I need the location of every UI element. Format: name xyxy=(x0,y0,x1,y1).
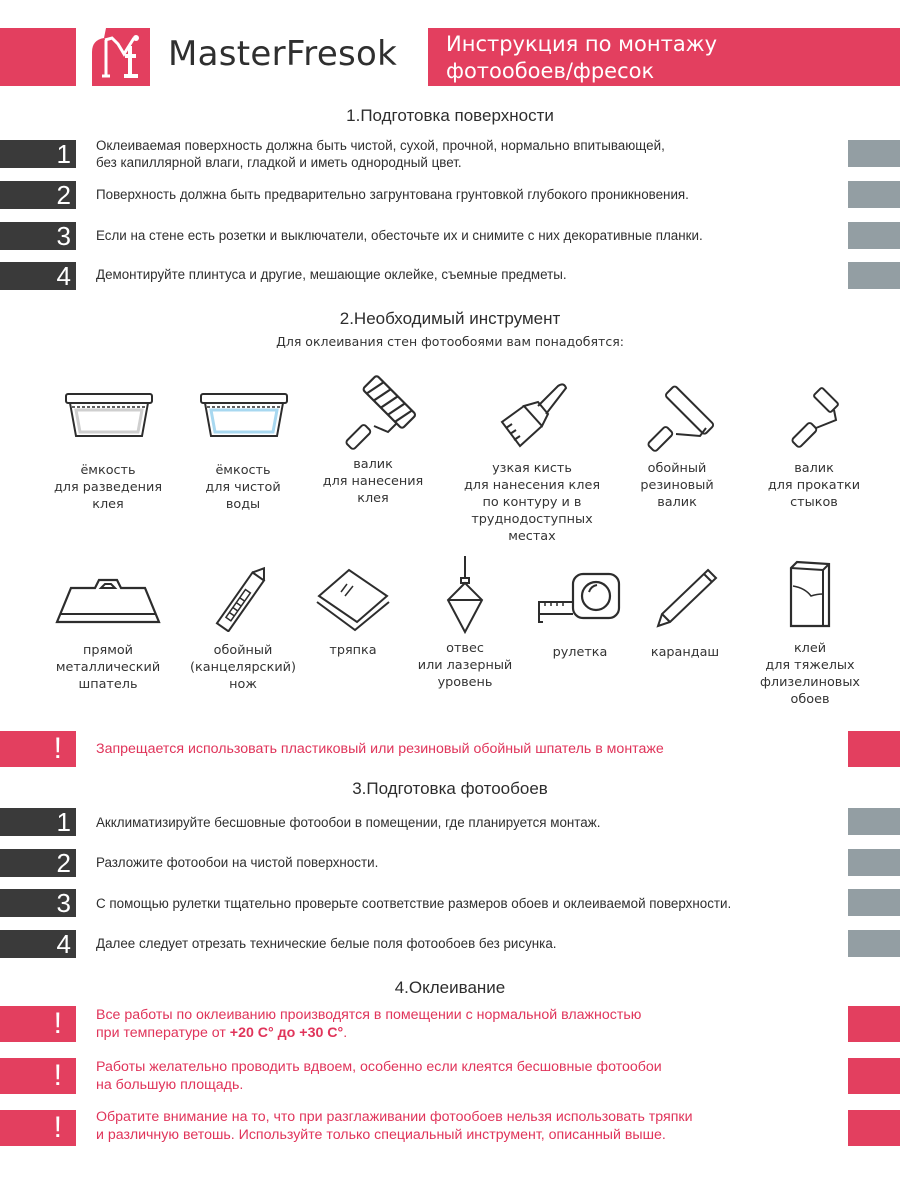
tool-label: ёмкость для чистой воды xyxy=(205,463,281,512)
rubber-roller-icon xyxy=(632,378,722,456)
warning-text xyxy=(96,1006,641,1042)
tool-label: рулетка xyxy=(552,645,608,660)
step-number: 3 xyxy=(0,889,76,917)
warning-text-suffix: . xyxy=(343,1025,348,1041)
right-bar xyxy=(848,731,900,767)
section1-title: 1.Подготовка поверхности xyxy=(346,106,554,125)
tool-brush xyxy=(452,378,612,545)
brand-name: MasterFresok xyxy=(168,34,398,74)
warning-text xyxy=(96,1108,693,1144)
step-number: 2 xyxy=(0,181,76,209)
warning-icon: ! xyxy=(0,1058,76,1094)
document-title-line1: Инструкция по монтажу xyxy=(446,32,718,56)
tool-label: ёмкость для разведения клея xyxy=(53,463,163,512)
header-left-bar xyxy=(0,28,76,86)
section3-title: 3.Подготовка фотообоев xyxy=(352,779,548,798)
step-number: 1 xyxy=(0,808,76,836)
right-bar xyxy=(848,930,900,957)
plumb-icon xyxy=(440,556,490,634)
warning-text-line2: на большую площадь. xyxy=(96,1077,244,1093)
glue-box-icon xyxy=(785,560,835,630)
rag-icon xyxy=(311,562,395,632)
step-number: 1 xyxy=(0,140,76,168)
warning-text-line1: Работы желательно проводить вдвоем, особенно если клеятся бесшовные фотообои xyxy=(96,1059,662,1075)
tool-pencil xyxy=(640,566,730,661)
step-text: С помощью рулетки тщательно проверьте соответствие размеров обоев и оклеиваемой поверхности. xyxy=(96,896,732,911)
tool-label: карандаш xyxy=(650,645,720,660)
knife-icon xyxy=(203,562,283,632)
warning-icon: ! xyxy=(0,1006,76,1042)
tool-glue-roller xyxy=(308,372,438,507)
pencil-icon xyxy=(650,566,720,628)
tool-rubber-roller xyxy=(612,378,742,511)
water-container-icon xyxy=(193,376,293,456)
tool-label: обойный (канцелярский) нож xyxy=(190,643,296,692)
section4-title: 4.Оклеивание xyxy=(394,978,506,997)
tool-label: отвес или лазерный уровень xyxy=(417,641,513,690)
tool-label: прямой металлический шпатель xyxy=(55,643,161,692)
step-number: 3 xyxy=(0,222,76,250)
tool-tape-measure xyxy=(530,566,630,661)
tool-glue-container xyxy=(38,376,178,513)
tool-label: обойный резиновый валик xyxy=(640,461,714,510)
right-bar xyxy=(848,808,900,835)
document-title-line2: фотообоев/фресок xyxy=(446,59,655,83)
tape-measure-icon xyxy=(535,566,625,628)
logo-icon xyxy=(92,26,152,86)
step-text: Если на стене есть розетки и выключатели, обесточьте их и снимите с них декоративные планки. xyxy=(96,228,703,243)
step-text: Поверхность должна быть предварительно загрунтована грунтовкой глубокого проникновения. xyxy=(96,187,689,202)
step-text-line1: Оклеиваемая поверхность должна быть чистой, сухой, прочной, нормально впитывающей, xyxy=(96,138,665,153)
tool-glue-box xyxy=(730,560,890,708)
section2-title: 2.Необходимый инструмент xyxy=(339,309,561,328)
warning-icon: ! xyxy=(0,731,76,767)
tool-label: узкая кисть для нанесения клея по контуру и в труднодоступных местах xyxy=(463,461,601,544)
step-text: Далее следует отрезать технические белые поля фотообоев без рисунка. xyxy=(96,936,557,951)
warning-text-prefix: при температуре от xyxy=(96,1025,230,1041)
warning-text-line1: Все работы по оклеиванию производятся в помещении с нормальной влажностью xyxy=(96,1007,642,1023)
right-bar xyxy=(848,1110,900,1146)
tool-label: валик для прокатки стыков xyxy=(767,461,861,510)
document-title xyxy=(428,28,900,86)
tool-label: валик для нанесения клея xyxy=(322,457,424,506)
logo xyxy=(92,26,152,86)
spatula-icon xyxy=(53,562,163,632)
section2-subtitle: Для оклеивания стен фотообоями вам понадобятся: xyxy=(276,334,624,349)
tool-knife xyxy=(178,562,308,693)
temperature-range: +20 C° до +30 C° xyxy=(229,1025,344,1041)
right-bar xyxy=(848,181,900,208)
tool-seam-roller xyxy=(742,378,886,511)
right-bar xyxy=(848,1058,900,1094)
tool-water-container xyxy=(178,376,308,513)
warning-text: Запрещается использовать пластиковый или резиновый обойный шпатель в монтаже xyxy=(96,741,664,757)
tool-label: тряпка xyxy=(329,643,377,658)
warning-text-line1: Обратите внимание на то, что при разглаживании фотообоев нельзя использовать тряпки xyxy=(96,1109,693,1125)
right-bar xyxy=(848,222,900,249)
warning-text-line2: и различную ветошь. Используйте только специальный инструмент, описанный выше. xyxy=(96,1127,666,1143)
warning-text xyxy=(96,1058,662,1094)
brush-icon xyxy=(492,378,572,456)
tool-label: клей для тяжелых флизелиновых обоев xyxy=(759,641,861,707)
step-number: 2 xyxy=(0,849,76,877)
step-number: 4 xyxy=(0,262,76,290)
tool-plumb xyxy=(400,556,530,691)
seam-roller-icon xyxy=(774,378,854,456)
right-bar xyxy=(848,140,900,167)
warning-text-line2 xyxy=(96,1024,641,1042)
right-bar xyxy=(848,1006,900,1042)
step-number: 4 xyxy=(0,930,76,958)
right-bar xyxy=(848,262,900,289)
step-text: Разложите фотообои на чистой поверхности. xyxy=(96,855,379,870)
step-text-line2: без капиллярной влаги, гладкой и иметь однородный цвет. xyxy=(96,155,462,170)
step-text xyxy=(96,137,665,171)
step-text: Демонтируйте плинтуса и другие, мешающие оклейке, съемные предметы. xyxy=(96,267,567,282)
tool-rag xyxy=(308,562,398,659)
warning-icon: ! xyxy=(0,1110,76,1146)
glue-container-icon xyxy=(58,376,158,456)
tool-spatula xyxy=(38,562,178,693)
glue-roller-icon xyxy=(328,372,418,452)
right-bar xyxy=(848,889,900,916)
step-text: Акклиматизируйте бесшовные фотообои в помещении, где планируется монтаж. xyxy=(96,815,601,830)
right-bar xyxy=(848,849,900,876)
